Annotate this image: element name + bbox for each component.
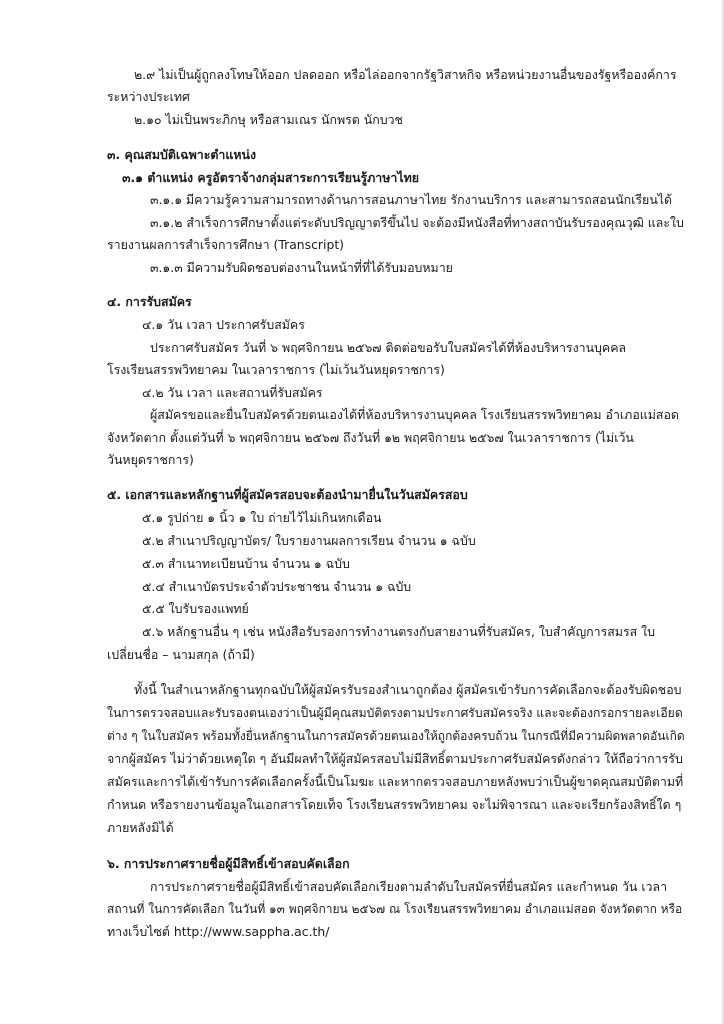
para-line6: กำหนด หรือรายงานข้อมูลในเอกสารโดยเท็จ โรงเรียนสรรพวิทยาคม จะไม่พิจารณา และจะเรียกร้องสิทธิ์ใด ๆ bbox=[107, 797, 682, 812]
item-5-4: ๕.๔ สำเนาบัตรประจำตัวประชาชน จำนวน ๑ ฉบับ bbox=[142, 579, 412, 594]
section-6-line3: ทางเว็บไซต์ http://www.sappha.ac.th/ bbox=[107, 924, 330, 939]
section-4-1-heading: ๔.๑ วัน เวลา ประกาศรับสมัคร bbox=[142, 317, 305, 332]
section-4-heading: ๔. การรับสมัคร bbox=[107, 294, 192, 309]
item-2-9-line2: ระหว่างประเทศ bbox=[107, 89, 190, 104]
item-2-10: ๒.๑๐ ไม่เป็นพระภิกษุ หรือสามเณร นักพรต นักบวช bbox=[134, 112, 403, 127]
item-3-1-2-line2: รายงานผลการสำเร็จการศึกษา (Transcript) bbox=[107, 237, 345, 252]
para-line4: จากผู้สมัคร ไม่ว่าด้วยเหตุใด ๆ อันมีผลทำให้ผู้สมัครสอบไม่มีสิทธิ์ตามประกาศรับสมัครดังกล่าว ให้ถือว่าการรับ bbox=[107, 751, 683, 766]
section-4-2-line2: จังหวัดตาก ตั้งแต่วันที่ ๖ พฤศจิกายน ๒๕๖๗ ถึงวันที่ ๑๒ พฤศจิกายน ๒๕๖๗ ในเวลาราชการ (ไม่เว้น bbox=[107, 430, 634, 445]
para-line2: ในการตรวจสอบและรับรองตนเองว่าเป็นผู้มีคุณสมบัติตรงตามประกาศรับสมัครจริง และจะต้องกรอกรายละเอียด bbox=[107, 706, 683, 720]
section-6-line2: สถานที่ ในการคัดเลือก ในวันที่ ๑๓ พฤศจิกายน ๒๕๖๗ ณ โรงเรียนสรรพวิทยาคม อำเภอแม่สอด จังหวัดตาก หรือ bbox=[107, 902, 683, 916]
item-5-3: ๕.๓ สำเนาทะเบียนบ้าน จำนวน ๑ ฉบับ bbox=[142, 556, 350, 571]
section-4-1-line1: ประกาศรับสมัคร วันที่ ๖ พฤศจิกายน ๒๕๖๗ ติดต่อขอรับใบสมัครได้ที่ห้องบริหารงานบุคคล bbox=[150, 340, 627, 355]
item-5-6-line2: เปลี่ยนชื่อ – นามสกุล (ถ้ามี) bbox=[107, 647, 255, 662]
para-line5: สมัครและการได้เข้ารับการคัดเลือกครั้งนี้เป็นโมฆะ และหากตรวจสอบภายหลังพบว่าเป็นผู้ขาดคุณสมบัติตามที่ bbox=[107, 774, 684, 789]
item-5-1: ๕.๑ รูปถ่าย ๑ นิ้ว ๑ ใบ ถ่ายไว้ไม่เกินหกเดือน bbox=[142, 510, 382, 525]
para-line3: ต่าง ๆ ในใบสมัคร พร้อมทั้งยื่นหลักฐานในการสมัครด้วยตนเองให้ถูกต้องครบถ้วน ในกรณีที่มีความผิดพลาดอันเกิด bbox=[107, 729, 685, 743]
section-4-1-line2: โรงเรียนสรรพวิทยาคม ในเวลาราชการ (ไม่เว้นวันหยุดราชการ) bbox=[107, 362, 445, 377]
item-5-6-line1: ๕.๖ หลักฐานอื่น ๆ เช่น หนังสือรับรองการทำงานตรงกับสายงานที่รับสมัคร, ใบสำคัญการสมรส ใบ bbox=[142, 624, 656, 639]
section-3-heading: ๓. คุณสมบัติเฉพาะตำแหน่ง bbox=[107, 147, 257, 162]
para-line1: ทั้งนี้ ในสำเนาหลักฐานทุกฉบับให้ผู้สมัครรับรองสำเนาถูกต้อง ผู้สมัครเข้ารับการคัดเลือกจะต้องรับผิดชอบ bbox=[134, 682, 682, 697]
item-3-1-1: ๓.๑.๑ มีความรู้ความสามารถทางด้านการสอนภาษาไทย รักงานบริการ และสามารถสอนนักเรียนได้ bbox=[150, 192, 673, 207]
item-5-2: ๕.๒ สำเนาปริญญาบัตร/ ใบรายงานผลการเรียน จำนวน ๑ ฉบับ bbox=[142, 533, 476, 548]
section-5-heading: ๕. เอกสารและหลักฐานที่ผู้สมัครสอบจะต้องนำมายื่นในวันสมัครสอบ bbox=[107, 487, 468, 502]
section-3-1-heading: ๓.๑ ตำแหน่ง ครูอัตราจ้างกลุ่มสาระการเรียนรู้ภาษาไทย bbox=[122, 170, 420, 185]
section-4-2-line1: ผู้สมัครขอและยื่นใบสมัครด้วยตนเองได้ที่ห้องบริหารงานบุคคล โรงเรียนสรรพวิทยาคม อำเภอแม่สอด bbox=[150, 407, 679, 422]
item-5-5: ๕.๕ ใบรับรองแพทย์ bbox=[142, 601, 249, 616]
section-4-2-heading: ๔.๒ วัน เวลา และสถานที่รับสมัคร bbox=[142, 385, 323, 400]
section-4-2-line3: วันหยุดราชการ) bbox=[107, 452, 194, 467]
item-2-9-line1: ๒.๙ ไม่เป็นผู้ถูกลงโทษให้ออก ปลดออก หรือไล่ออกจากรัฐวิสาหกิจ หรือหน่วยงานอื่นของรัฐหรือองค์การ bbox=[134, 67, 677, 82]
section-6-heading: ๖. การประกาศรายชื่อผู้มีสิทธิ์เข้าสอบคัดเลือก bbox=[107, 856, 350, 871]
item-3-1-3: ๓.๑.๓ มีความรับผิดชอบต่องานในหน้าที่ที่ได้รับมอบหมาย bbox=[150, 260, 453, 275]
section-6-line1: การประกาศรายชื่อผู้มีสิทธิ์เข้าสอบคัดเลือกเรียงตามลำดับใบสมัครที่ยื่นสมัคร และกำหนด วัน เวลา bbox=[150, 879, 668, 894]
item-3-1-2-line1: ๓.๑.๒ สำเร็จการศึกษาตั้งแต่ระดับปริญญาตรีขึ้นไป จะต้องมีหนังสือที่ทางสถาบันรับรองคุณวุฒิ และใบ bbox=[150, 215, 684, 230]
para-line7: ภายหลังมิได้ bbox=[107, 820, 174, 835]
